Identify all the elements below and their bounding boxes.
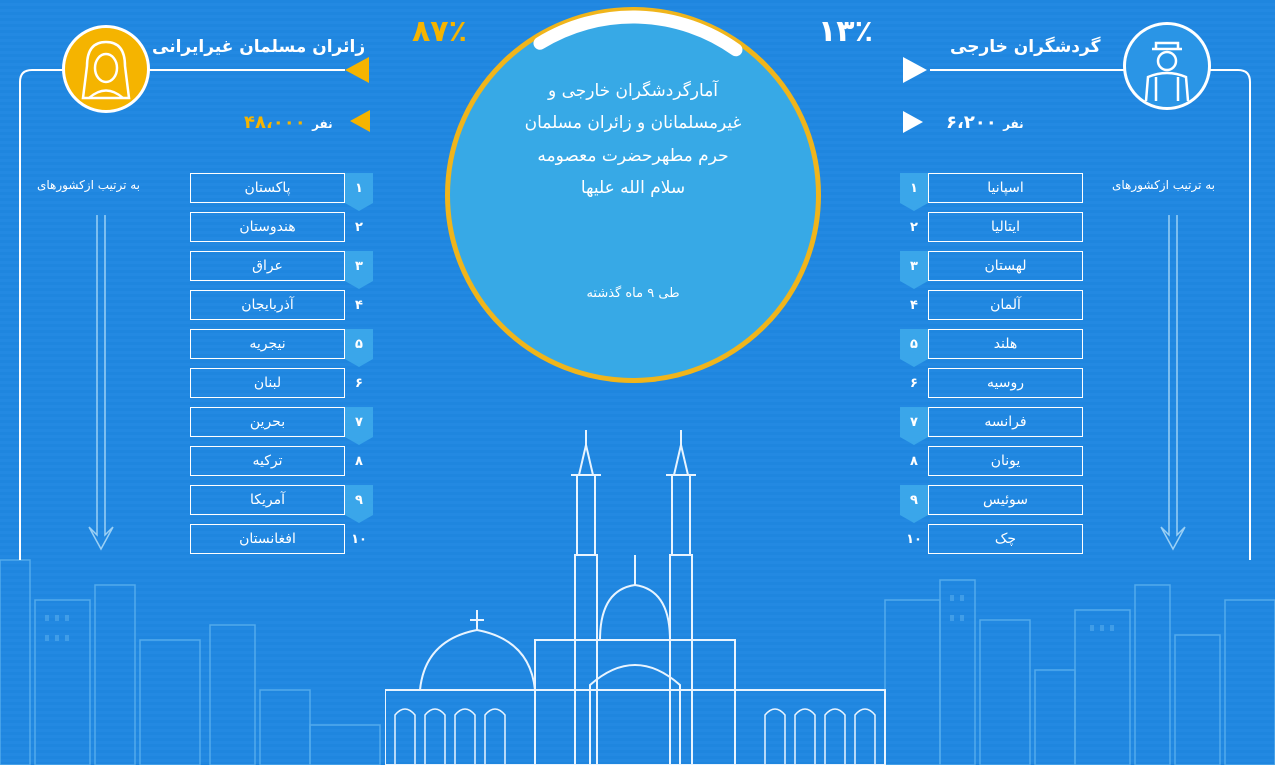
rank-number: ۳ [345,251,373,281]
country-row [190,524,375,554]
country-name: بحرین [190,407,345,437]
left-percent: ۸۷٪ [412,14,467,49]
right-title: گردشگران خارجی [950,37,1101,57]
left-count-number: ۴۸،۰۰۰ [244,112,306,133]
right-title-arrow-icon [903,57,927,83]
center-text-line: حرم مطهرحضرت معصومه [537,145,729,166]
country-name: آذربایجان [190,290,345,320]
country-name: افغانستان [190,524,345,554]
country-row [190,173,375,203]
right-country-list [900,173,1085,563]
rank-number: ۷ [345,407,373,437]
rank-number: ۴ [355,297,363,313]
center-text-line: غیرمسلمانان و زائران مسلمان [524,113,742,134]
country-row [190,251,375,281]
center-text [453,75,813,204]
country-name: پاکستان [190,173,345,203]
country-row [190,212,375,242]
country-row [190,407,375,437]
country-name: ایتالیا [928,212,1083,242]
country-row [190,446,375,476]
center-text-line: سلام الله علیها [580,177,686,198]
rank-number: ۴ [910,297,918,313]
country-row [900,173,1085,203]
rank-number: ۲ [910,219,918,235]
country-name: آمریکا [190,485,345,515]
country-name: لبنان [190,368,345,398]
country-row [900,212,1085,242]
country-row [900,524,1085,554]
right-count-arrow-icon [903,111,923,133]
right-count-unit: نفر [1003,117,1024,131]
country-name: اسپانیا [928,173,1083,203]
left-title: زائران مسلمان غیرایرانی [152,37,366,57]
country-name: عراق [190,251,345,281]
rank-number: ۱ [900,173,928,203]
country-row [900,446,1085,476]
left-count [238,112,333,133]
left-title-arrow-icon [345,57,369,83]
country-row [900,485,1085,515]
woman-avatar-icon [62,25,150,113]
country-name: آلمان [928,290,1083,320]
rank-number: ۸ [355,453,363,469]
country-name: نیجریه [190,329,345,359]
rank-number: ۱۰ [906,531,922,547]
left-down-arrow-icon [85,215,117,555]
country-row [900,368,1085,398]
rank-number: ۵ [900,329,928,359]
country-name: چک [928,524,1083,554]
center-subtitle: طی ۹ ماه گذشته [586,286,680,301]
left-side-label: به ترتیب ازکشورهای [37,178,141,192]
country-row [190,329,375,359]
left-count-arrow-icon [350,110,370,132]
rank-number: ۹ [900,485,928,515]
country-row [900,290,1085,320]
country-name: فرانسه [928,407,1083,437]
right-side-label: به ترتیب ازکشورهای [1112,178,1216,192]
country-name: روسیه [928,368,1083,398]
left-country-list [190,173,375,563]
country-row [190,368,375,398]
center-text-line: آمارگردشگران خارجی و [547,81,719,101]
country-row [900,407,1085,437]
right-down-arrow-icon [1157,215,1189,555]
rank-number: ۹ [345,485,373,515]
rank-number: ۲ [355,219,363,235]
rank-number: ۷ [900,407,928,437]
country-row [190,485,375,515]
rank-number: ۳ [900,251,928,281]
right-count-number: ۶،۲۰۰ [946,112,997,133]
rank-number: ۶ [355,375,363,391]
country-name: یونان [928,446,1083,476]
rank-number: ۵ [345,329,373,359]
country-name: هندوستان [190,212,345,242]
left-count-unit: نفر [312,117,333,131]
country-name: سوئیس [928,485,1083,515]
country-name: لهستان [928,251,1083,281]
country-row [900,251,1085,281]
rank-number: ۶ [910,375,918,391]
right-percent: ۱۳٪ [818,14,873,49]
rank-number: ۱ [345,173,373,203]
country-row [190,290,375,320]
country-row [900,329,1085,359]
rank-number: ۱۰ [351,531,367,547]
country-name: هلند [928,329,1083,359]
country-name: ترکیه [190,446,345,476]
tourist-avatar-icon [1123,22,1211,110]
right-count [940,112,1024,133]
rank-number: ۸ [910,453,918,469]
